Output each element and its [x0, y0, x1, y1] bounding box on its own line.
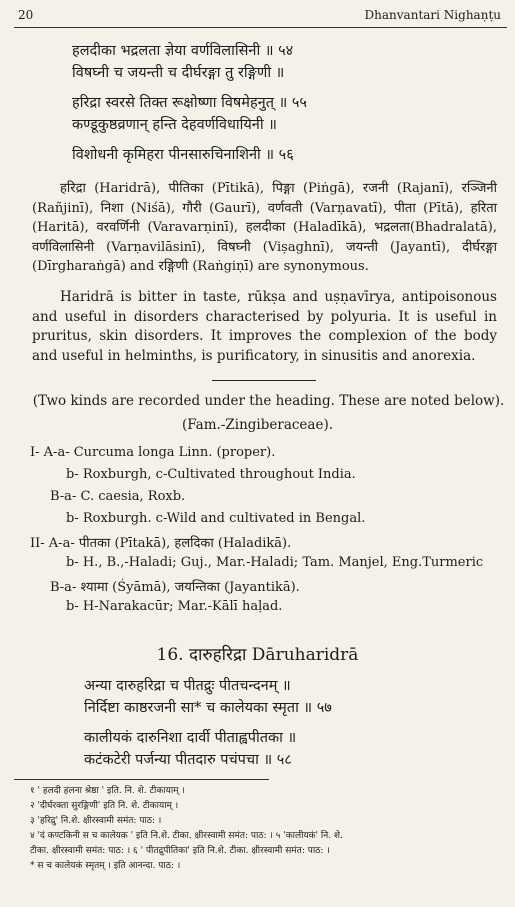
verse-57: [84, 675, 332, 719]
verse-55: [72, 92, 307, 136]
section-divider: [212, 380, 316, 381]
verse-line: अन्या दारुहरिद्रा च पीतद्रुः पीतचन्दनम् ॥: [84, 678, 291, 694]
identification-line: II- A-a- पीतका (Pītakā), हलदिका (Haladikā).: [30, 536, 292, 551]
kinds-note: (Two kinds are recorded under the heading. These are noted below).: [32, 393, 505, 409]
properties-paragraph: [32, 288, 497, 366]
properties-text: Haridrā is bitter in taste, rūkṣa and uṣṇavīrya, antipoisonous and useful in disorders characterised by polyuria. It is useful in pruritus, skin disorders. It improves the complexion of the body and useful in helminths, is purificatory, in sinusitis and anorexia.: [32, 289, 497, 364]
verse-54: [72, 40, 293, 84]
running-title: Dhanvantari Nighaṇṭu: [364, 8, 501, 22]
footnote: ३ 'हरिद्रु' नि.शे. क्षीरस्वामी समंत: पाठ: ।: [30, 816, 162, 826]
verse-line: कण्डूकुष्ठव्रणान् हन्ति देहवर्णविधायिनी ॥: [72, 117, 277, 133]
synonyms-paragraph: [32, 179, 497, 277]
footnote-rule: [14, 779, 269, 780]
verse-line: विशोधनी कृमिहरा पीनसारुचिनाशिनी ॥ ५६: [72, 147, 294, 163]
section-heading: 16. दारुहरिद्रा Dāruharidrā: [156, 645, 359, 665]
footnote: १ ' हलदी हलना श्रेष्ठा ' इति. नि. शे. टीकायाम् ।: [30, 786, 185, 796]
header-rule: [14, 27, 507, 28]
identification-line: b- H-Narakacūr; Mar.-Kālī haḷad.: [66, 599, 283, 614]
identification-line: b- H., B.,-Haladi; Guj., Mar.-Haladi; Tam. Manjel, Eng.Turmeric: [66, 555, 484, 570]
identification-line: b- Roxburgh, c-Cultivated throughout India.: [66, 467, 356, 482]
footnote: २ 'दीर्घरक्ता सुरङ्गिणी' इति नि. शे. टीकायाम् ।: [30, 801, 179, 811]
footnote: * स च कालेयकं स्मृतम् । इति आनन्दा. पाठ: ।: [30, 861, 181, 871]
identification-line: B-a- C. caesia, Roxb.: [50, 489, 186, 504]
verse-line: कालीयकं दारुनिशा दार्वी पीताह्वपीतका ॥: [84, 730, 297, 746]
identification-line: b- Roxburgh. c-Wild and cultivated in Bengal.: [66, 511, 366, 526]
verse-line: हरिद्रा स्वरसे तिक्त रूक्षोष्णा विषमेहनुत् ॥ ५५: [72, 95, 307, 111]
identification-line: B-a- श्यामा (Śyāmā), जयन्तिका (Jayantikā).: [50, 580, 300, 595]
verse-line: विषघ्नी च जयन्ती च दीर्घरङ्गा तु रङ्गिणी ॥: [72, 65, 285, 81]
synonyms-text: हरिद्रा (Haridrā), पीतिका (Pītikā), पिङ्गा (Piṅgā), रजनी (Rajanī), रञ्जिनी (Rañjinī), निशा (Niśā), गौरी (Gaurī), वर्णवती (Varṇavatī), पीता (Pītā), हरिता (Haritā), वरवर्णिनी (Varavarṇinī), हलदीका (Haladīkā), भद्रलता(Bhadralatā), वर्णविलासिनी (Varṇavilāsinī), विषघ्नी (Viṣaghnī), जयन्ती (Jayantī), दीर्घरङ्गा (Dīrgharaṅgā) and रङ्गिणी (Raṅgiṇī) are synonymous.: [32, 181, 497, 274]
verse-line: कटंकटेरी पर्जन्या पीतदारु पचंपचा ॥ ५८: [84, 752, 292, 768]
footnote: ४ 'दं कण्टकिनी स च कालेयक ' इति नि.शे. टीका. क्षीरस्वामी समंत: पाठ: । ५ 'कालीयकं' नि. शे.: [30, 831, 343, 841]
verse-58: [84, 727, 296, 771]
page-number: 20: [18, 8, 34, 22]
verse-56: [72, 144, 294, 166]
footnote: टीका. क्षीरस्वामी समंत: पाठ: । ६ ' पीतद्रुपीतिका' इति नि.शे. टीका. क्षीरस्वामी समंत: पाठ: ।: [30, 846, 330, 856]
identification-line: I- A-a- Curcuma longa Linn. (proper).: [30, 445, 276, 460]
verse-line: हलदीका भद्रलता ज्ञेया वर्णविलासिनी ॥ ५४: [72, 43, 294, 59]
verse-line: निर्दिष्टा काष्ठरजनी सा* च कालेयका स्मृता ॥ ५७: [84, 700, 332, 716]
family-name: (Fam.-Zingiberaceae).: [181, 417, 334, 433]
footnotes: [30, 784, 503, 874]
